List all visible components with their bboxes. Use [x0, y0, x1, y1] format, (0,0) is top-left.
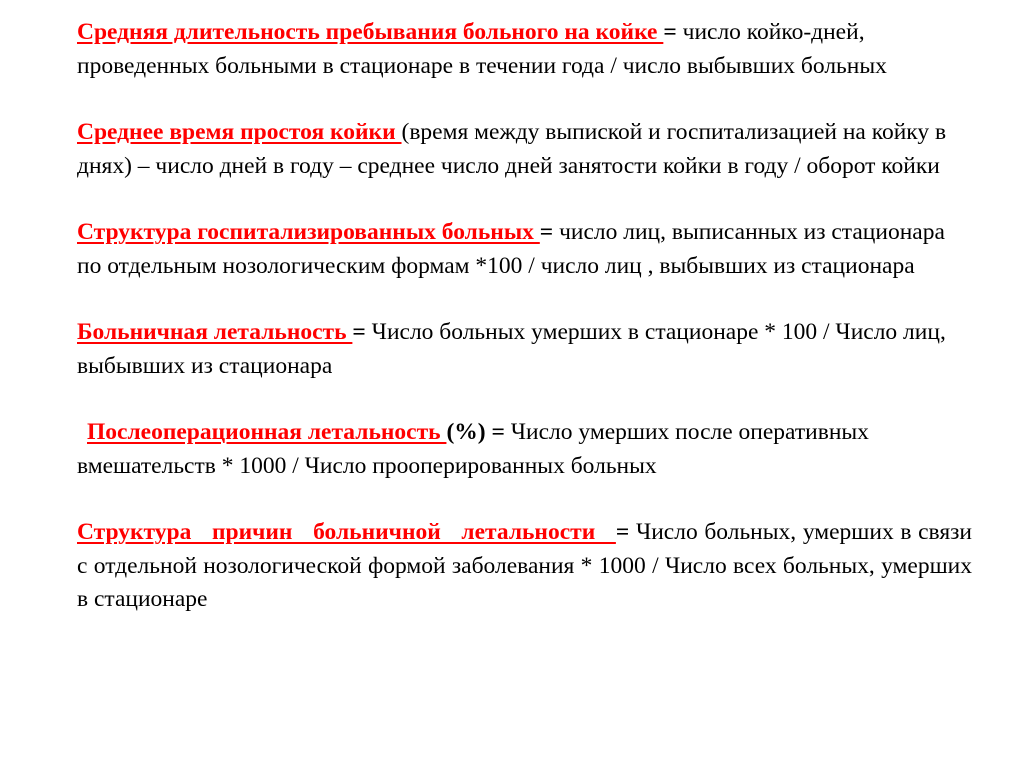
term-mortality-causes-structure: Структура причин больничной летальности [77, 519, 616, 545]
term-hospitalized-structure: Структура госпитализированных больных [77, 219, 540, 245]
operator-postoperative-mortality: (%) = [446, 419, 505, 445]
formula-postoperative-mortality: Число умерших после оперативных вмешательств * 1000 / Число прооперированных больных [77, 419, 869, 479]
equals-sign: = [663, 19, 677, 45]
definition-mortality-causes-structure [77, 516, 972, 617]
equals-sign: = [615, 519, 630, 545]
formula-hospital-mortality: Число больных умерших в стационаре * 100 / Число лиц, выбывших из стационара [77, 319, 946, 379]
definition-hospital-mortality [77, 316, 972, 383]
definition-hospitalized-structure [77, 216, 972, 283]
definition-postoperative-mortality [77, 416, 972, 483]
formula-mortality-causes-structure: Число больных, умерших в связи с отдельной нозологической формой заболевания * 1000 / Число всех больных, умерших в стационаре [77, 519, 972, 612]
term-hospital-mortality: Больничная летальность [77, 319, 353, 345]
formula-avg-length-of-stay: число койко-дней, проведенных больными в стационаре в течении года / число выбывших больных [77, 19, 887, 79]
term-bed-idle-time: Среднее время простоя койки [77, 119, 402, 145]
formula-hospitalized-structure: число лиц, выписанных из стационара по отдельным нозологическим формам *100 / число лиц , выбывших из стационара [77, 219, 945, 279]
term-avg-length-of-stay: Средняя длительность пребывания больного на койке [77, 19, 664, 45]
definition-bed-idle-time [77, 116, 972, 183]
equals-sign: = [539, 219, 554, 245]
term-postoperative-mortality: Послеоперационная летальность [87, 419, 447, 445]
definition-avg-length-of-stay [77, 16, 972, 83]
formula-bed-idle-time: (время между выпиской и госпитализацией на койку в днях) – число дней в году – среднее число дней занятости койки в году / оборот койки [77, 119, 947, 179]
equals-sign: = [352, 319, 366, 345]
